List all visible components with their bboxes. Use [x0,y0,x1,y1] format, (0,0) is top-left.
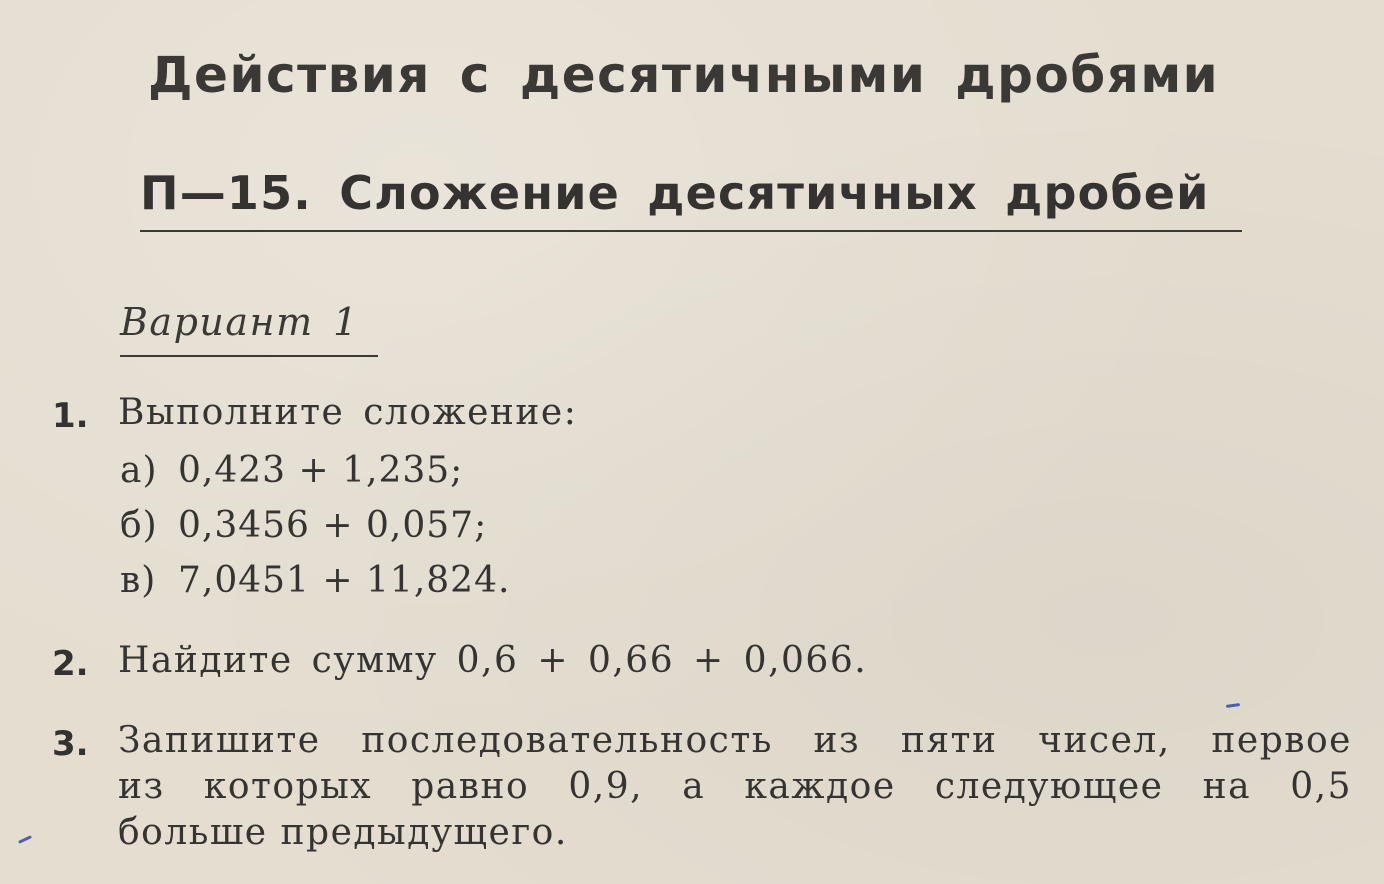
task-1-item-b-expr: 0,3456 + 0,057; [178,505,488,546]
variant-label: Вариант 1 [120,300,359,344]
ink-mark [1226,703,1240,708]
task-1-item-b [120,505,487,546]
task-1-item-b-letter: б) [120,505,158,546]
task-3-number: 3. [52,724,89,764]
task-3-line-1: Запишите последовательность из пяти чисел, первое [118,720,1352,761]
task-1-number: 1. [52,396,89,436]
task-1-text: Выполните сложение: [118,392,578,433]
task-1-item-c [120,560,510,601]
subsection-title: П—15. Сложение десятичных дробей [140,166,1210,220]
section-title: Действия с десятичными дробями [148,46,1220,104]
ink-mark [18,835,32,844]
subsection-underline [140,230,1242,232]
variant-underline [120,355,378,357]
task-3-line-3: больше предыдущего. [118,812,568,853]
task-1-item-a-expr: 0,423 + 1,235; [178,450,464,491]
task-1-item-c-letter: в) [120,560,157,601]
task-2-text: Найдите сумму 0,6 + 0,66 + 0,066. [118,640,868,681]
task-1-item-a [120,450,463,491]
task-3-line-2: из которых равно 0,9, а каждое следующее на 0,5 [118,766,1352,807]
task-1-item-a-letter: а) [120,450,158,491]
task-1-item-c-expr: 7,0451 + 11,824. [178,560,511,601]
task-2-number: 2. [52,644,89,684]
